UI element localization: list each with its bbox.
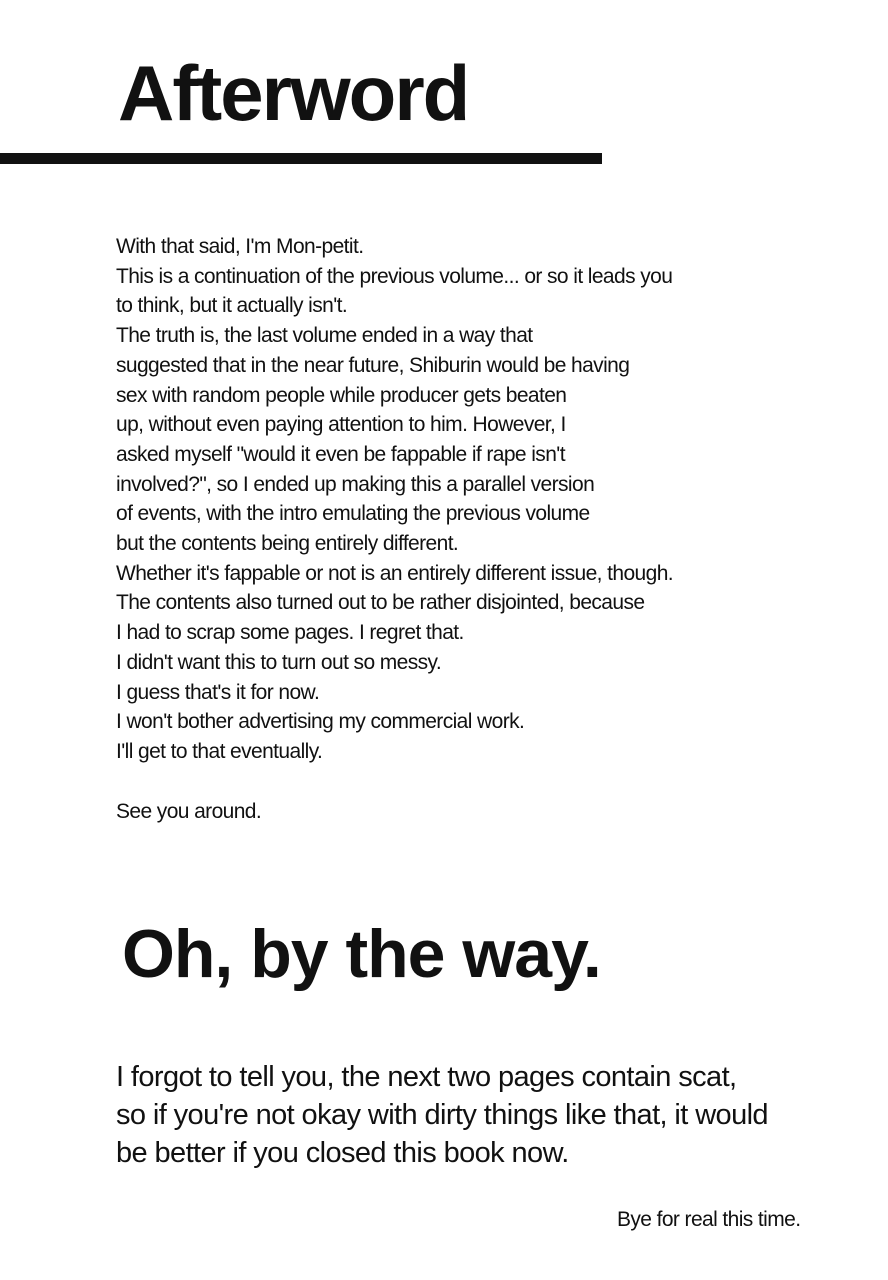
body-line: to think, but it actually isn't. [116,294,348,318]
body-line: but the contents being entirely different. [116,532,459,556]
body-line: With that said, I'm Mon-petit. [116,235,364,258]
body-line: involved?", so I ended up making this a parallel version [116,472,595,496]
warning-line: be better if you closed this book now. [116,1137,569,1169]
body-line: up, without even paying attention to him. However, I [116,413,566,437]
warning-line: so if you're not okay with dirty things like that, it would [116,1099,768,1131]
closing-text: Bye for real this time. [617,1208,801,1231]
body-line: suggested that in the near future, Shiburin would be having [116,353,630,377]
body-line: I guess that's it for now. [116,680,320,704]
body-line: sex with random people while producer gets beaten [116,383,567,407]
page-title: Afterword [118,49,469,137]
body-line: The truth is, the last volume ended in a way that [116,324,533,348]
body-line: The contents also turned out to be rather disjointed, because [116,591,645,615]
body-line: Whether it's fappable or not is an entirely different issue, though. [116,561,674,585]
warning-line: I forgot to tell you, the next two pages contain scat, [116,1061,737,1093]
warning-paragraph [116,1058,836,1172]
body-line: I'll get to that eventually. [116,739,323,763]
body-line: I had to scrap some pages. I regret that. [116,621,464,645]
body-line: I didn't want this to turn out so messy. [116,650,442,674]
body-line: of events, with the intro emulating the previous volume [116,502,590,526]
title-underline [0,153,602,164]
afterword-body [116,232,816,767]
body-line: I won't bother advertising my commercial work. [116,710,525,734]
section-heading: Oh, by the way. [122,916,601,992]
signoff-text: See you around. [116,800,262,823]
body-line: asked myself "would it even be fappable if rape isn't [116,442,565,466]
body-line: This is a continuation of the previous volume... or so it leads you [116,264,673,288]
